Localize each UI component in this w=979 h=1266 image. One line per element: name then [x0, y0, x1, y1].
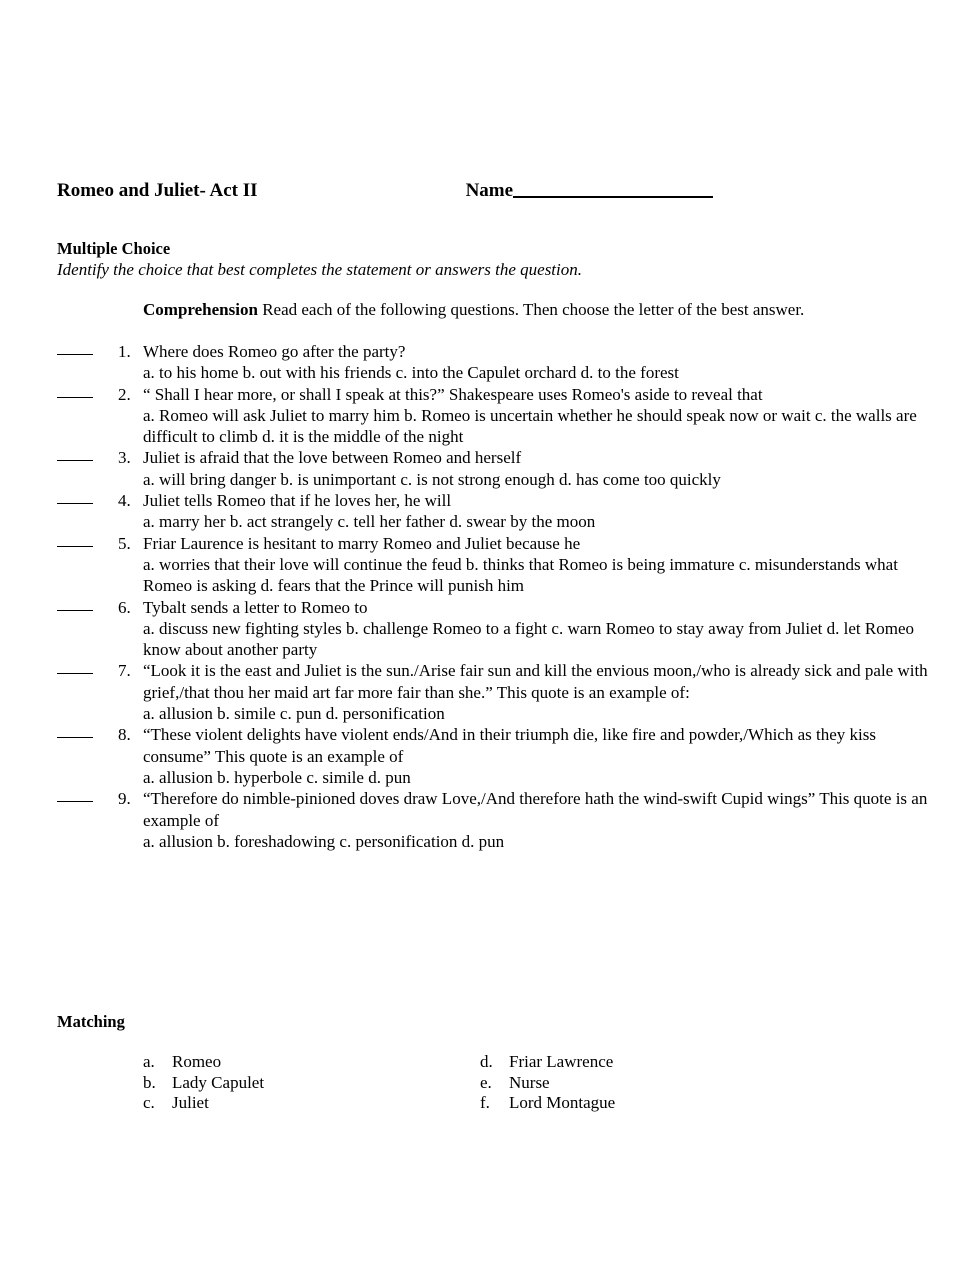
question-number: 6.: [118, 597, 131, 617]
answer-blank[interactable]: [57, 341, 99, 364]
question-number: 2.: [118, 384, 131, 404]
answer-blank-rule: [57, 801, 93, 802]
question-body: [143, 341, 937, 384]
name-field: [466, 180, 713, 202]
matching-option[interactable]: [480, 1093, 817, 1114]
list-item: [143, 1093, 843, 1114]
question-number: 9.: [118, 789, 131, 809]
matching-option-label: Lady Capulet: [172, 1072, 265, 1092]
answer-blank[interactable]: [57, 597, 99, 620]
question-body: [143, 724, 937, 788]
question-number: 5.: [118, 533, 131, 553]
question-choices: a. will bring danger b. is unimportant c. is not strong enough d. has come too quickly: [143, 469, 721, 489]
question-item: [57, 724, 937, 788]
question-item: [57, 490, 937, 533]
matching-option-label: Friar Lawrence: [509, 1052, 614, 1071]
question-body: [143, 447, 937, 490]
question-body: [143, 490, 937, 533]
question-choices: a. allusion b. simile c. pun d. personification: [143, 704, 445, 724]
answer-blank[interactable]: [57, 490, 99, 513]
question-stem: Juliet tells Romeo that if he loves her, he will: [143, 491, 452, 511]
matching-option-label: Juliet: [172, 1093, 209, 1112]
question-choices: a. marry her b. act strangely c. tell her father d. swear by the moon: [143, 512, 596, 532]
question-stem: Juliet is afraid that the love between Romeo and herself: [143, 448, 522, 468]
question-stem: “Look it is the east and Juliet is the sun./Arise fair sun and kill the envious moon,/who is already sick and pale with grief,/that thou her maid art far more fair than she.” This quote is an example of:: [143, 661, 928, 702]
matching-option-label: Romeo: [172, 1052, 222, 1071]
answer-blank-rule: [57, 673, 93, 674]
question-stem: “Therefore do nimble-pinioned doves draw Love,/And therefore hath the wind-swift Cupid wings” This quote is an example of: [143, 789, 928, 830]
document-header: [57, 180, 827, 202]
list-item: [143, 1073, 843, 1094]
multiple-choice-heading: Multiple Choice: [57, 239, 171, 258]
question-choices: a. worries that their love will continue the feud b. thinks that Romeo is being immature c. misunderstands what Romeo is asking d. fears that the Prince will punish him: [143, 554, 898, 596]
question-stem: “These violent delights have violent ends/And in their triumph die, like fire and powder,/Which as they kiss consume” This quote is an example of: [143, 725, 876, 766]
matching-option[interactable]: [143, 1073, 480, 1094]
answer-blank[interactable]: [57, 788, 99, 811]
question-item: [57, 597, 937, 661]
question-choices: a. to his home b. out with his friends c. into the Capulet orchard d. to the forest: [143, 363, 679, 383]
answer-blank-rule: [57, 546, 93, 547]
answer-blank[interactable]: [57, 660, 99, 683]
question-item: [57, 384, 937, 448]
matching-option-label: Lord Montague: [509, 1093, 616, 1112]
answer-blank-rule: [57, 737, 93, 738]
question-choices: a. Romeo will ask Juliet to marry him b. Romeo is uncertain whether he should speak now or wait c. the walls are difficult to climb d. it is the middle of the night: [143, 405, 917, 447]
matching-option[interactable]: [143, 1093, 480, 1114]
answer-blank[interactable]: [57, 533, 99, 556]
name-label: Name: [465, 180, 514, 201]
matching-option[interactable]: [143, 1052, 480, 1073]
question-stem: Friar Laurence is hesitant to marry Romeo and Juliet because he: [143, 533, 581, 553]
answer-blank-rule: [57, 610, 93, 611]
comprehension-instruction: [143, 300, 933, 320]
matching-option-label: Nurse: [509, 1072, 550, 1092]
question-number: 4.: [118, 491, 131, 511]
matching-list: [143, 1052, 843, 1114]
comprehension-label: Comprehension: [143, 300, 258, 319]
comprehension-text: Read each of the following questions. Then choose the letter of the best answer.: [257, 300, 805, 319]
question-stem: “ Shall I hear more, or shall I speak at this?” Shakespeare uses Romeo's aside to reveal that: [143, 384, 763, 404]
question-number: 3.: [118, 448, 131, 468]
question-choices: a. allusion b. foreshadowing c. personification d. pun: [143, 831, 505, 851]
matching-option-letter: c.: [143, 1093, 155, 1112]
question-choices: a. allusion b. hyperbole c. simile d. pun: [143, 767, 411, 787]
question-item: [57, 447, 937, 490]
question-body: [143, 788, 937, 852]
name-blank-rule[interactable]: [513, 196, 713, 198]
answer-blank-rule: [57, 354, 93, 355]
answer-blank-rule: [57, 503, 93, 504]
question-body: [143, 597, 937, 661]
question-number: 7.: [118, 661, 131, 681]
answer-blank-rule: [57, 397, 93, 398]
question-number: 8.: [118, 725, 131, 745]
matching-option-letter: a.: [143, 1052, 155, 1071]
question-number: 1.: [118, 342, 131, 361]
matching-option-letter: f.: [480, 1093, 490, 1112]
question-body: [143, 660, 937, 724]
question-item: [57, 660, 937, 724]
matching-option-letter: b.: [143, 1072, 156, 1092]
answer-blank[interactable]: [57, 724, 99, 747]
matching-option[interactable]: [480, 1073, 817, 1094]
question-body: [143, 533, 937, 597]
multiple-choice-instructions: Identify the choice that best completes the statement or answers the question.: [57, 260, 582, 279]
matching-heading: Matching: [57, 1012, 125, 1031]
question-body: [143, 384, 937, 448]
answer-blank[interactable]: [57, 447, 99, 470]
question-stem: Tybalt sends a letter to Romeo to: [143, 597, 368, 617]
question-item: [57, 341, 937, 384]
list-item: [143, 1052, 843, 1073]
answer-blank[interactable]: [57, 384, 99, 407]
matching-option[interactable]: [480, 1052, 817, 1073]
question-item: [57, 533, 937, 597]
question-item: [57, 788, 937, 852]
matching-option-letter: d.: [480, 1052, 493, 1071]
page-title: Romeo and Juliet- Act II: [57, 180, 258, 201]
question-choices: a. discuss new fighting styles b. challenge Romeo to a fight c. warn Romeo to stay away from Juliet d. let Romeo know about another party: [143, 618, 914, 660]
matching-option-letter: e.: [480, 1072, 492, 1092]
question-stem: Where does Romeo go after the party?: [143, 342, 406, 361]
answer-blank-rule: [57, 460, 93, 461]
question-list: [57, 341, 937, 852]
